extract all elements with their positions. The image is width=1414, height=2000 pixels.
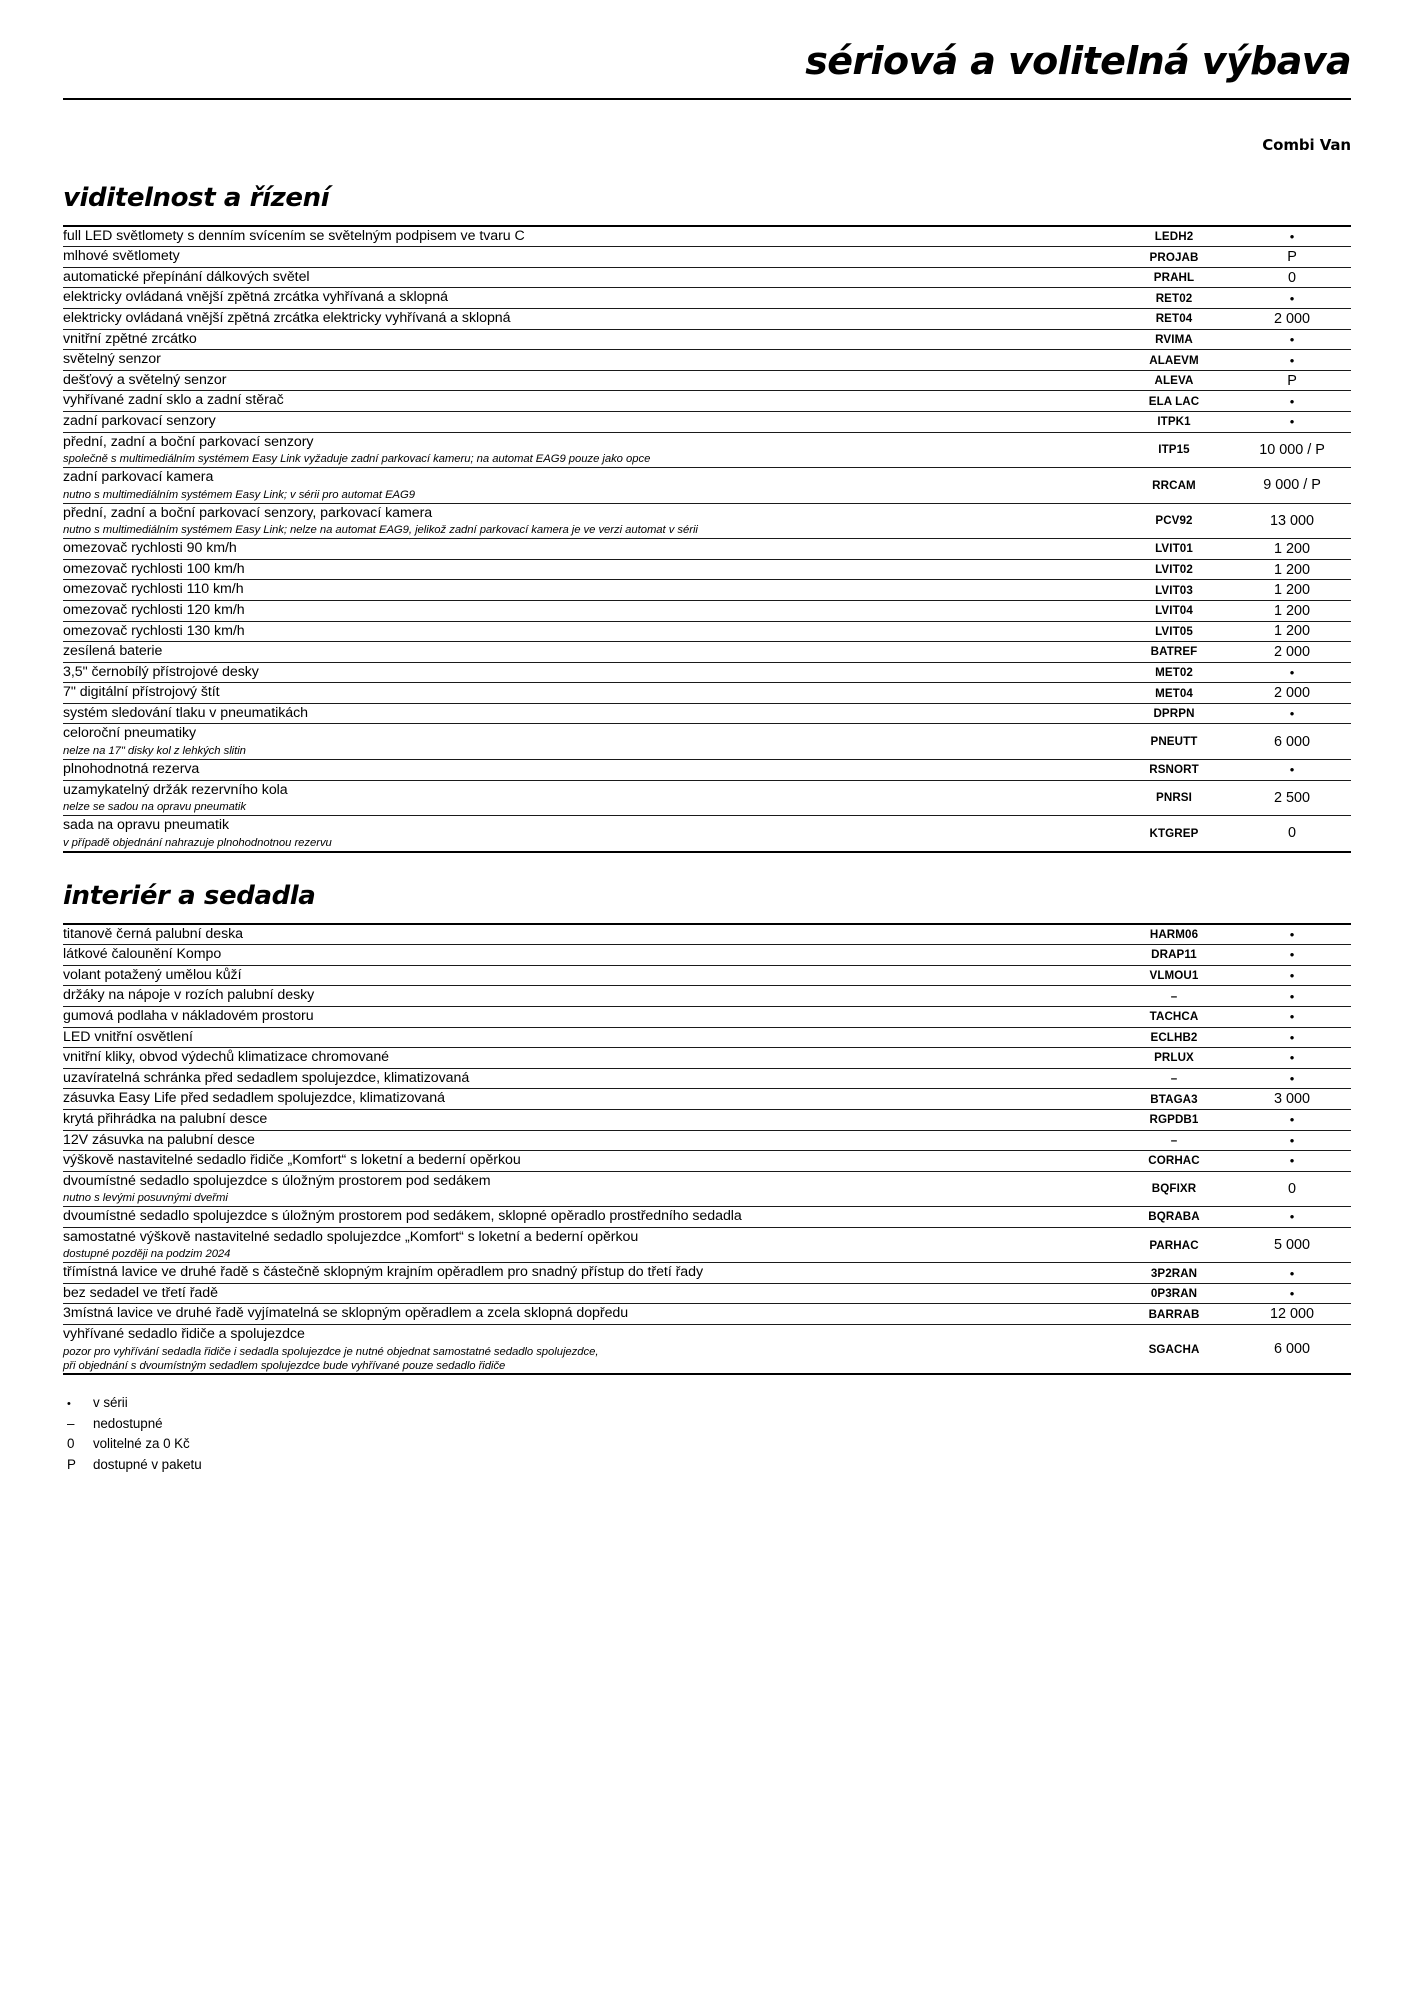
feature-name-cell [63, 986, 1115, 1007]
feature-note: v případě objednání nahrazuje plnohodnotnou rezervu [63, 836, 332, 849]
option-price: 10 000 / P [1259, 441, 1325, 458]
legend-label: volitelné za 0 Kč [93, 1436, 190, 1452]
option-code: PRLUX [1154, 1051, 1194, 1065]
feature-name: omezovač rychlosti 120 km/h [63, 601, 245, 618]
option-code: BATREF [1150, 645, 1198, 659]
option-code: HARM06 [1149, 927, 1199, 941]
option-price: 6 000 [1273, 1341, 1310, 1358]
table-row [63, 412, 1351, 433]
option-code: BTAGA3 [1150, 1092, 1198, 1106]
feature-name-cell [63, 945, 1115, 966]
table-row [63, 724, 1351, 760]
option-code: VLMOU1 [1149, 969, 1199, 983]
feature-name-cell [63, 1048, 1115, 1069]
feature-name-cell [63, 1283, 1115, 1304]
spec-table [63, 225, 1351, 853]
table-row [63, 503, 1351, 539]
table-row [63, 642, 1351, 663]
option-price: 1 200 [1273, 623, 1310, 640]
table-row [63, 780, 1351, 816]
table-row [63, 1171, 1351, 1207]
option-code: PARHAC [1149, 1238, 1199, 1252]
option-price: • [1289, 1286, 1295, 1302]
option-code: BARRAB [1148, 1307, 1200, 1321]
option-code: LVIT04 [1155, 604, 1193, 618]
table-row [63, 1006, 1351, 1027]
option-code: PNRSI [1156, 791, 1192, 805]
feature-name-cell [63, 468, 1115, 504]
option-code: BQRABA [1148, 1210, 1200, 1224]
feature-name-cell [63, 226, 1115, 247]
feature-name: 12V zásuvka na palubní desce [63, 1131, 255, 1148]
feature-name-cell [63, 288, 1115, 309]
option-price: • [1289, 290, 1295, 306]
feature-name: bez sedadel ve třetí řadě [63, 1284, 218, 1301]
spec-section [0, 881, 1414, 1376]
feature-name-cell [63, 621, 1115, 642]
feature-note: nelze se sadou na opravu pneumatik [63, 801, 246, 814]
table-row [63, 662, 1351, 683]
feature-name-cell [63, 683, 1115, 704]
option-price: 2 000 [1273, 643, 1310, 660]
option-code: RGPDB1 [1149, 1113, 1199, 1127]
option-price: 2 500 [1273, 789, 1310, 806]
option-code: ALAEVM [1149, 353, 1199, 367]
feature-name: uzavíratelná schránka před sedadlem spolujezdce, klimatizovaná [63, 1069, 470, 1086]
option-code: – [1170, 1133, 1178, 1147]
feature-name: výškově nastavitelné sedadlo řidiče „Komfort“ s loketní a bederní opěrkou [63, 1152, 521, 1169]
option-code: – [1170, 1072, 1178, 1086]
option-code: DRAP11 [1151, 948, 1197, 962]
feature-name: omezovač rychlosti 90 km/h [63, 540, 237, 557]
option-code: – [1170, 989, 1178, 1003]
feature-name: dešťový a světelný senzor [63, 371, 227, 388]
option-price: • [1289, 1071, 1295, 1087]
feature-name: látkové čalounění Kompo [63, 946, 222, 963]
feature-name: volant potažený umělou kůží [63, 966, 242, 983]
table-row [63, 1283, 1351, 1304]
option-code: BQFIXR [1151, 1182, 1197, 1196]
option-price: 2 000 [1273, 310, 1310, 327]
table-row [63, 924, 1351, 945]
table-row [63, 986, 1351, 1007]
table-row [63, 600, 1351, 621]
legend-label: nedostupné [93, 1415, 163, 1431]
option-price: 12 000 [1269, 1306, 1314, 1323]
legend-label: v sérii [93, 1395, 128, 1411]
table-row [63, 350, 1351, 371]
feature-name: systém sledování tlaku v pneumatikách [63, 704, 308, 721]
option-price: • [1289, 331, 1295, 347]
option-code: MET02 [1155, 665, 1193, 679]
feature-name: zesílená baterie [63, 643, 163, 660]
option-price: • [1289, 1209, 1295, 1225]
feature-name: světelný senzor [63, 351, 161, 368]
option-price: 0 [1287, 825, 1296, 842]
feature-name: LED vnitřní osvětlení [63, 1028, 193, 1045]
feature-name-cell [63, 350, 1115, 371]
option-price: • [1289, 706, 1295, 722]
feature-name: elektricky ovládaná vnější zpětná zrcátka elektricky vyhřívaná a sklopná [63, 310, 511, 327]
feature-name-cell [63, 1109, 1115, 1130]
document-header [0, 0, 1414, 100]
feature-name: vyhřívané sedadlo řidiče a spolujezdce [63, 1326, 305, 1343]
feature-name-cell [63, 1151, 1115, 1172]
feature-name-cell [63, 924, 1115, 945]
option-price: 5 000 [1273, 1237, 1310, 1254]
feature-name: zadní parkovací kamera [63, 469, 214, 486]
option-price: 1 200 [1273, 602, 1310, 619]
table-row [63, 580, 1351, 601]
option-code: 3P2RAN [1150, 1266, 1198, 1280]
option-code: ITPK1 [1157, 415, 1191, 429]
option-price: • [1289, 947, 1295, 963]
option-price: 9 000 / P [1263, 477, 1321, 494]
option-code: PRAHL [1153, 271, 1195, 285]
feature-name: omezovač rychlosti 130 km/h [63, 622, 245, 639]
option-price: • [1289, 393, 1295, 409]
feature-name: 3,5" černobílý přístrojové desky [63, 663, 259, 680]
feature-name: vnitřní zpětné zrcátko [63, 330, 197, 347]
option-price: 0 [1287, 1180, 1296, 1197]
feature-name-cell [63, 432, 1115, 468]
feature-note: nelze na 17" disky kol z lehkých slitin [63, 745, 246, 758]
legend-item [63, 1393, 1351, 1413]
feature-name-cell [63, 309, 1115, 330]
feature-name: sada na opravu pneumatik [63, 817, 230, 834]
option-code: LEDH2 [1154, 229, 1194, 243]
feature-name: 7" digitální přístrojový štít [63, 684, 220, 701]
feature-name-cell [63, 1263, 1115, 1284]
table-row [63, 1325, 1351, 1375]
option-price: P [1287, 249, 1297, 266]
feature-name-cell [63, 1207, 1115, 1228]
legend-symbol: 0 [67, 1436, 75, 1452]
option-price: • [1289, 762, 1295, 778]
legend-symbol: • [67, 1398, 71, 1411]
feature-name: 3místná lavice ve druhé řadě vyjímatelná se sklopným opěradlem a zcela sklopná dopředu [63, 1305, 629, 1322]
option-price: • [1289, 1050, 1295, 1066]
feature-name-cell [63, 1068, 1115, 1089]
option-price: 6 000 [1273, 733, 1310, 750]
feature-name: držáky na nápoje v rozích palubní desky [63, 987, 315, 1004]
option-code: KTGREP [1149, 826, 1199, 840]
option-code: DPRPN [1153, 707, 1195, 721]
option-code: RSNORT [1149, 763, 1199, 777]
feature-name-cell [63, 1089, 1115, 1110]
table-row [63, 945, 1351, 966]
table-row [63, 267, 1351, 288]
legend-symbol: P [67, 1456, 76, 1472]
feature-name: omezovač rychlosti 110 km/h [63, 581, 244, 598]
feature-note: dostupné později na podzim 2024 [63, 1248, 231, 1261]
table-row [63, 683, 1351, 704]
feature-name: samostatné výškově nastavitelné sedadlo spolujezdce „Komfort“ s loketní a bederní opěrkou [63, 1228, 639, 1245]
table-row [63, 965, 1351, 986]
table-row [63, 816, 1351, 852]
table-row [63, 1068, 1351, 1089]
table-row [63, 309, 1351, 330]
feature-name-cell [63, 780, 1115, 816]
table-row [63, 539, 1351, 560]
table-row [63, 329, 1351, 350]
feature-name: přední, zadní a boční parkovací senzory [63, 433, 314, 450]
feature-name: vyhřívané zadní sklo a zadní stěrač [63, 392, 284, 409]
feature-note: společně s multimediálním systémem Easy Link vyžaduje zadní parkovací kameru; na automat EAG9 pouze jako opce [63, 453, 651, 466]
feature-note: nutno s multimediálním systémem Easy Link; v sérii pro automat EAG9 [63, 488, 416, 501]
feature-name-cell [63, 703, 1115, 724]
option-code: RET02 [1155, 291, 1193, 305]
table-row [63, 1227, 1351, 1263]
option-price: 0 [1287, 269, 1296, 286]
feature-name-cell [63, 759, 1115, 780]
feature-name-cell [63, 247, 1115, 268]
feature-note: pozor pro vyhřívání sedadla řidiče i sedadla spolujezdce je nutné objednat samostatné sedadlo spolujezdce, [63, 1345, 599, 1358]
feature-name-cell [63, 503, 1115, 539]
feature-name-cell [63, 1027, 1115, 1048]
option-code: LVIT03 [1155, 583, 1193, 597]
table-row [63, 1048, 1351, 1069]
feature-name-cell [63, 1130, 1115, 1151]
option-code: ELA LAC [1148, 394, 1200, 408]
feature-name: uzamykatelný držák rezervního kola [63, 781, 288, 798]
feature-name-cell [63, 412, 1115, 433]
option-code: LVIT02 [1155, 563, 1193, 577]
feature-name: vnitřní kliky, obvod výdechů klimatizace chromované [63, 1049, 390, 1066]
feature-note: nutno s levými posuvnými dveřmi [63, 1192, 228, 1205]
feature-name-cell [63, 600, 1115, 621]
feature-name: elektricky ovládaná vnější zpětná zrcátka vyhřívaná a sklopná [63, 289, 448, 306]
table-row [63, 1207, 1351, 1228]
feature-name-cell [63, 662, 1115, 683]
option-price: • [1289, 664, 1295, 680]
option-price: 1 200 [1273, 540, 1310, 557]
table-row [63, 288, 1351, 309]
option-price: • [1289, 352, 1295, 368]
feature-name: zásuvka Easy Life před sedadlem spolujezdce, klimatizovaná [63, 1090, 445, 1107]
spec-table [63, 923, 1351, 1376]
table-row [63, 391, 1351, 412]
option-code: PNEUTT [1150, 735, 1198, 749]
table-row [63, 468, 1351, 504]
option-code: ALEVA [1154, 374, 1194, 388]
feature-name: titanově černá palubní deska [63, 925, 244, 942]
legend-item [63, 1414, 1351, 1434]
option-price: P [1287, 372, 1297, 389]
option-price: • [1289, 1112, 1295, 1128]
option-code: SGACHA [1148, 1342, 1200, 1356]
option-code: MET04 [1155, 686, 1193, 700]
option-code: ITP15 [1158, 443, 1190, 457]
option-code: 0P3RAN [1150, 1287, 1198, 1301]
table-row [63, 1130, 1351, 1151]
feature-note: při objednání s dvoumístným sedadlem spolujezdce bude vyhřívané pouze sedadlo řidiče [63, 1359, 506, 1372]
section-title: interiér a sedadla [63, 880, 316, 911]
feature-name: full LED světlomety s denním svícením se světelným podpisem ve tvaru C [63, 227, 525, 244]
feature-name: gumová podlaha v nákladovém prostoru [63, 1007, 314, 1024]
option-price: 1 200 [1273, 561, 1310, 578]
feature-name: celoroční pneumatiky [63, 725, 197, 742]
feature-name: dvoumístné sedadlo spolujezdce s úložným prostorem pod sedákem, sklopné opěradlo prostředního sedadla [63, 1208, 742, 1225]
option-code: LVIT05 [1155, 624, 1193, 638]
table-row [63, 1263, 1351, 1284]
feature-name-cell [63, 267, 1115, 288]
legend-label: dostupné v paketu [93, 1456, 202, 1472]
legend-symbol: – [67, 1415, 75, 1431]
feature-name-cell [63, 559, 1115, 580]
table-row [63, 703, 1351, 724]
variant-header-row [0, 100, 1414, 155]
feature-name-cell [63, 1006, 1115, 1027]
feature-name-cell [63, 816, 1115, 852]
option-price: • [1289, 1265, 1295, 1281]
feature-name: zadní parkovací senzory [63, 413, 216, 430]
table-row [63, 1109, 1351, 1130]
feature-name: dvoumístné sedadlo spolujezdce s úložným prostorem pod sedákem [63, 1172, 491, 1189]
table-row [63, 1151, 1351, 1172]
option-code: RRCAM [1152, 478, 1196, 492]
feature-name: přední, zadní a boční parkovací senzory, parkovací kamera [63, 504, 433, 521]
option-code: PCV92 [1155, 514, 1193, 528]
table-row [63, 621, 1351, 642]
table-row [63, 1304, 1351, 1325]
feature-name-cell [63, 391, 1115, 412]
table-row [63, 1089, 1351, 1110]
option-price: • [1289, 1132, 1295, 1148]
legend-item [63, 1434, 1351, 1454]
option-price: 13 000 [1269, 512, 1314, 529]
option-price: • [1289, 926, 1295, 942]
feature-name: třímístná lavice ve druhé řadě s částečně sklopným krajním opěradlem pro snadný přístup do třetí řady [63, 1264, 703, 1281]
feature-name: omezovač rychlosti 100 km/h [63, 560, 245, 577]
feature-name-cell [63, 539, 1115, 560]
feature-name-cell [63, 580, 1115, 601]
variant-label: Combi Van [1262, 135, 1351, 154]
table-row [63, 247, 1351, 268]
option-code: CORHAC [1148, 1154, 1200, 1168]
feature-name-cell [63, 329, 1115, 350]
table-row [63, 370, 1351, 391]
option-price: • [1289, 968, 1295, 984]
feature-name-cell [63, 1304, 1115, 1325]
table-row [63, 1027, 1351, 1048]
feature-name: mlhové světlomety [63, 248, 180, 265]
option-code: PROJAB [1149, 250, 1199, 264]
legend-item [63, 1455, 1351, 1475]
feature-name-cell [63, 724, 1115, 760]
section-title: viditelnost a řízení [63, 182, 330, 213]
option-price: 1 200 [1273, 582, 1310, 599]
table-row [63, 432, 1351, 468]
option-price: • [1289, 414, 1295, 430]
feature-name-cell [63, 370, 1115, 391]
option-price: 3 000 [1273, 1091, 1310, 1108]
table-row [63, 226, 1351, 247]
table-row [63, 559, 1351, 580]
feature-name: krytá přihrádka na palubní desce [63, 1110, 268, 1127]
sections-container [0, 183, 1414, 1376]
option-price: • [1289, 1009, 1295, 1025]
option-price: • [1289, 1153, 1295, 1169]
option-price: 2 000 [1273, 685, 1310, 702]
option-code: LVIT01 [1155, 542, 1193, 556]
feature-name-cell [63, 1227, 1115, 1263]
option-price: • [1289, 228, 1295, 244]
spec-section [0, 183, 1414, 853]
page-title: sériová a volitelná výbava [805, 39, 1351, 83]
option-code: RVIMA [1155, 332, 1193, 346]
feature-name-cell [63, 965, 1115, 986]
option-code: TACHCA [1149, 1010, 1199, 1024]
feature-name-cell [63, 642, 1115, 663]
option-price: • [1289, 988, 1295, 1004]
feature-note: nutno s multimediálním systémem Easy Link; nelze na automat EAG9, jelikož zadní parkovací kamera je ve verzi automat v sérii [63, 524, 698, 537]
option-price: • [1289, 1029, 1295, 1045]
legend [0, 1375, 1414, 1475]
feature-name-cell [63, 1171, 1115, 1207]
option-code: RET04 [1155, 312, 1193, 326]
feature-name-cell [63, 1325, 1115, 1375]
feature-name: automatické přepínání dálkových světel [63, 268, 310, 285]
option-code: ECLHB2 [1150, 1030, 1198, 1044]
feature-name: plnohodnotná rezerva [63, 760, 200, 777]
table-row [63, 759, 1351, 780]
